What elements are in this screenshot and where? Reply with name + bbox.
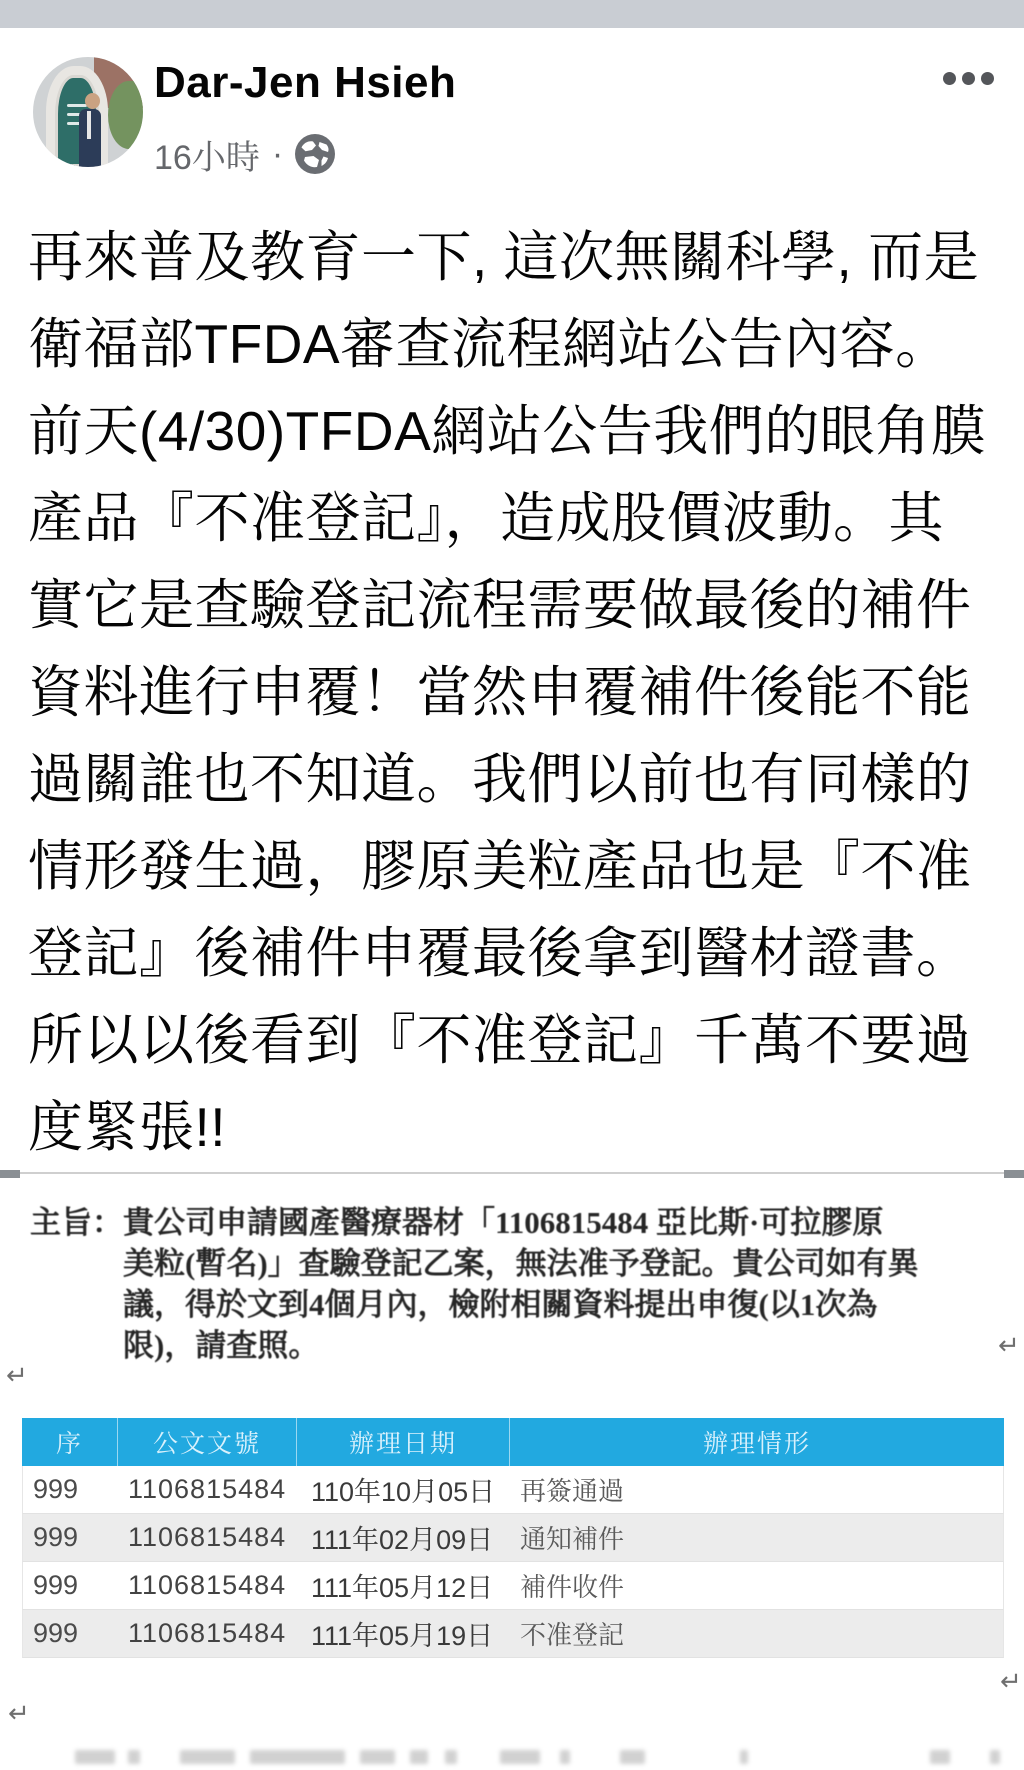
col-header-seq: 序 [22, 1418, 118, 1466]
post-timestamp[interactable]: 16小時 [154, 138, 260, 177]
profile-avatar[interactable] [33, 57, 143, 167]
corner-tick [0, 1170, 20, 1178]
cell-seq: 999 [33, 1522, 79, 1552]
cell-date: 111年05月12日 [311, 1573, 494, 1603]
author-name[interactable]: Dar-Jen Hsieh [154, 58, 457, 107]
paragraph-return-mark: ↵ [1000, 1666, 1022, 1696]
dot-icon [962, 72, 975, 85]
post-options-button[interactable] [943, 72, 994, 85]
subject-line: 主旨：貴公司申請國產醫療器材「1106815484 亞比斯·可拉膠原 [30, 1205, 884, 1240]
cell-status: 補件收件 [520, 1572, 625, 1602]
post-divider-bar [0, 0, 1024, 28]
cutoff-blurred-text-row [0, 1744, 1024, 1770]
col-header-date: 辦理日期 [297, 1418, 510, 1466]
table-row [22, 1562, 1004, 1610]
subject-line: 限)，請查照。 [123, 1328, 320, 1363]
post-text: 再來普及教育一下, 這次無關科學, 而是衛福部TFDA審查流程網站公告內容。前天(4/30)TFDA網站公告我們的眼角膜產品『不准登記』，造成股價波動。其實它是查驗登記流程需要做最後的補件資料進行申覆！當然申覆補件後能不能過關誰也不知道。我們以前也有同樣的情形發生過，膠原美粒產品也是『不准登記』後補件申覆最後拿到醫材證書。所以以後看到『不准登記』千萬不要過度緊張!! [28, 226, 987, 1158]
cell-date: 110年10月05日 [311, 1477, 496, 1507]
globe-privacy-icon [295, 134, 335, 174]
meta-separator: · [271, 134, 284, 173]
cell-doc-no: 1106815484 [128, 1522, 287, 1552]
subject-line: 美粒(暫名)」查驗登記乙案，無法准予登記。貴公司如有異 [123, 1246, 919, 1281]
table-row [22, 1514, 1004, 1562]
table-header-row [22, 1418, 1004, 1466]
progress-table [22, 1418, 1004, 1658]
col-header-doc-no: 公文文號 [118, 1418, 297, 1466]
cell-seq: 999 [33, 1570, 79, 1600]
cell-seq: 999 [33, 1618, 79, 1648]
image-top-border [0, 1172, 1024, 1174]
subject-block [30, 1202, 1005, 1366]
table-body [22, 1466, 1004, 1658]
paragraph-return-mark: ↵ [998, 1330, 1020, 1360]
post-meta[interactable] [154, 130, 335, 178]
dot-icon [943, 72, 956, 85]
cell-date: 111年05月19日 [311, 1621, 494, 1651]
table-row [22, 1466, 1004, 1514]
cell-seq: 999 [33, 1474, 79, 1504]
cell-doc-no: 1106815484 [128, 1474, 287, 1504]
paragraph-return-mark: ↵ [8, 1698, 30, 1728]
corner-tick [1004, 1170, 1024, 1178]
avatar-person-head [85, 93, 100, 109]
attached-screenshot-image[interactable] [0, 1172, 1024, 1770]
col-header-status: 辦理情形 [702, 1430, 811, 1458]
paragraph-return-mark: ↵ [6, 1360, 28, 1390]
cell-status: 不准登記 [520, 1620, 625, 1650]
dot-icon [981, 72, 994, 85]
avatar-foliage [108, 81, 143, 149]
cell-doc-no: 1106815484 [128, 1618, 287, 1648]
avatar-person-shirt [87, 111, 91, 139]
cell-date: 111年02月09日 [311, 1525, 494, 1555]
cell-doc-no: 1106815484 [128, 1570, 287, 1600]
table-row [22, 1610, 1004, 1658]
subject-line: 議，得於文到4個月內，檢附相關資料提出申復(以1次為 [123, 1287, 878, 1322]
cell-status: 通知補件 [520, 1524, 625, 1554]
cell-status: 再簽通過 [520, 1476, 625, 1506]
